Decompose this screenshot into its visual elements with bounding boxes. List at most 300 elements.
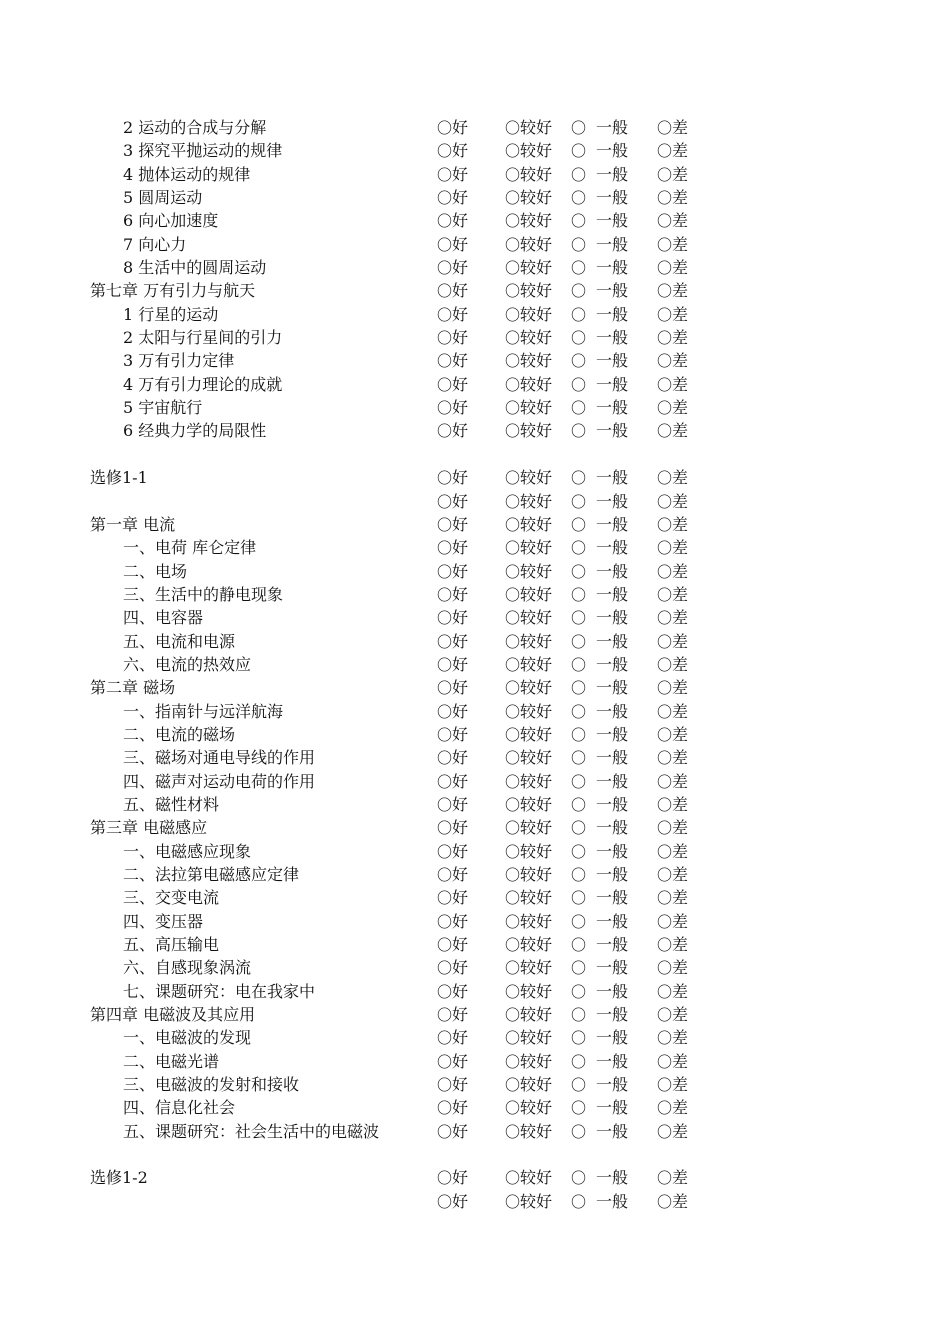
option-average[interactable]: [571, 1096, 628, 1120]
option-fair[interactable]: [505, 279, 552, 303]
option-fair[interactable]: [505, 840, 552, 864]
option-fair[interactable]: [505, 770, 552, 794]
radio-circle-icon[interactable]: 〇: [437, 889, 453, 908]
option-poor[interactable]: [657, 1050, 688, 1074]
radio-circle-icon[interactable]: 〇: [437, 819, 453, 838]
option-good[interactable]: [437, 816, 468, 840]
option-good[interactable]: [437, 1120, 468, 1144]
option-average[interactable]: [571, 1073, 628, 1097]
option-good[interactable]: [437, 513, 468, 537]
option-poor[interactable]: [657, 513, 688, 537]
radio-circle-icon[interactable]: 〇: [571, 655, 587, 674]
radio-circle-icon[interactable]: 〇: [657, 189, 673, 208]
radio-circle-icon[interactable]: 〇: [505, 189, 521, 208]
radio-circle-icon[interactable]: 〇: [571, 632, 587, 651]
radio-circle-icon[interactable]: 〇: [657, 585, 673, 604]
radio-circle-icon[interactable]: 〇: [437, 585, 453, 604]
radio-circle-icon[interactable]: 〇: [571, 702, 587, 721]
radio-circle-icon[interactable]: 〇: [437, 492, 453, 511]
option-poor[interactable]: [657, 490, 688, 514]
option-average[interactable]: [571, 746, 628, 770]
radio-circle-icon[interactable]: 〇: [571, 119, 587, 137]
radio-circle-icon[interactable]: 〇: [571, 1169, 587, 1188]
option-poor[interactable]: [657, 116, 688, 140]
option-average[interactable]: [571, 886, 628, 910]
radio-circle-icon[interactable]: 〇: [657, 539, 673, 558]
option-fair[interactable]: [505, 723, 552, 747]
radio-circle-icon[interactable]: 〇: [657, 982, 673, 1001]
radio-circle-icon[interactable]: 〇: [571, 189, 587, 208]
option-fair[interactable]: [505, 186, 552, 210]
option-fair[interactable]: [505, 933, 552, 957]
option-poor[interactable]: [657, 980, 688, 1004]
option-average[interactable]: [571, 466, 628, 490]
option-good[interactable]: [437, 676, 468, 700]
radio-circle-icon[interactable]: 〇: [437, 329, 453, 348]
option-good[interactable]: [437, 279, 468, 303]
radio-circle-icon[interactable]: 〇: [505, 282, 521, 301]
option-fair[interactable]: [505, 676, 552, 700]
option-fair[interactable]: [505, 1026, 552, 1050]
radio-circle-icon[interactable]: 〇: [657, 819, 673, 838]
option-fair[interactable]: [505, 1050, 552, 1074]
radio-circle-icon[interactable]: 〇: [437, 282, 453, 301]
radio-circle-icon[interactable]: 〇: [505, 795, 521, 814]
radio-circle-icon[interactable]: 〇: [571, 912, 587, 931]
radio-circle-icon[interactable]: 〇: [437, 772, 453, 791]
radio-circle-icon[interactable]: 〇: [571, 795, 587, 814]
radio-circle-icon[interactable]: 〇: [657, 795, 673, 814]
option-fair[interactable]: [505, 653, 552, 677]
option-average[interactable]: [571, 186, 628, 210]
option-average[interactable]: [571, 279, 628, 303]
radio-circle-icon[interactable]: 〇: [571, 982, 587, 1001]
radio-circle-icon[interactable]: 〇: [571, 1076, 587, 1095]
option-poor[interactable]: [657, 396, 688, 420]
radio-circle-icon[interactable]: 〇: [571, 399, 587, 418]
option-poor[interactable]: [657, 886, 688, 910]
option-average[interactable]: [571, 630, 628, 654]
option-average[interactable]: [571, 513, 628, 537]
radio-circle-icon[interactable]: 〇: [505, 1029, 521, 1048]
option-average[interactable]: [571, 793, 628, 817]
radio-circle-icon[interactable]: 〇: [437, 422, 453, 441]
radio-circle-icon[interactable]: 〇: [505, 165, 521, 184]
radio-circle-icon[interactable]: 〇: [571, 1006, 587, 1025]
radio-circle-icon[interactable]: 〇: [505, 912, 521, 931]
radio-circle-icon[interactable]: 〇: [505, 119, 521, 137]
radio-circle-icon[interactable]: 〇: [571, 469, 587, 488]
option-good[interactable]: [437, 1166, 468, 1190]
radio-circle-icon[interactable]: 〇: [657, 399, 673, 418]
radio-circle-icon[interactable]: 〇: [657, 1122, 673, 1141]
radio-circle-icon[interactable]: 〇: [571, 305, 587, 324]
option-average[interactable]: [571, 676, 628, 700]
radio-circle-icon[interactable]: 〇: [437, 119, 453, 137]
radio-circle-icon[interactable]: 〇: [505, 725, 521, 744]
option-fair[interactable]: [505, 349, 552, 373]
radio-circle-icon[interactable]: 〇: [437, 352, 453, 371]
radio-circle-icon[interactable]: 〇: [657, 165, 673, 184]
option-average[interactable]: [571, 233, 628, 257]
radio-circle-icon[interactable]: 〇: [571, 679, 587, 698]
radio-circle-icon[interactable]: 〇: [657, 1029, 673, 1048]
radio-circle-icon[interactable]: 〇: [505, 375, 521, 394]
option-fair[interactable]: [505, 1190, 552, 1214]
radio-circle-icon[interactable]: 〇: [505, 585, 521, 604]
option-poor[interactable]: [657, 139, 688, 163]
option-poor[interactable]: [657, 1073, 688, 1097]
radio-circle-icon[interactable]: 〇: [657, 562, 673, 581]
option-poor[interactable]: [657, 723, 688, 747]
radio-circle-icon[interactable]: 〇: [505, 399, 521, 418]
option-poor[interactable]: [657, 1190, 688, 1214]
radio-circle-icon[interactable]: 〇: [437, 866, 453, 884]
option-poor[interactable]: [657, 163, 688, 187]
radio-circle-icon[interactable]: 〇: [657, 375, 673, 394]
option-fair[interactable]: [505, 863, 552, 887]
radio-circle-icon[interactable]: 〇: [437, 165, 453, 184]
option-average[interactable]: [571, 560, 628, 584]
radio-circle-icon[interactable]: 〇: [505, 212, 521, 231]
radio-circle-icon[interactable]: 〇: [437, 1076, 453, 1095]
radio-circle-icon[interactable]: 〇: [657, 866, 673, 884]
radio-circle-icon[interactable]: 〇: [657, 282, 673, 301]
option-poor[interactable]: [657, 1166, 688, 1190]
option-poor[interactable]: [657, 1003, 688, 1027]
option-average[interactable]: [571, 816, 628, 840]
option-fair[interactable]: [505, 419, 552, 443]
radio-circle-icon[interactable]: 〇: [657, 352, 673, 371]
option-good[interactable]: [437, 910, 468, 934]
option-fair[interactable]: [505, 466, 552, 490]
option-poor[interactable]: [657, 630, 688, 654]
option-average[interactable]: [571, 933, 628, 957]
radio-circle-icon[interactable]: 〇: [657, 842, 673, 861]
radio-circle-icon[interactable]: 〇: [505, 1099, 521, 1118]
radio-circle-icon[interactable]: 〇: [437, 469, 453, 488]
radio-circle-icon[interactable]: 〇: [505, 329, 521, 348]
radio-circle-icon[interactable]: 〇: [505, 1006, 521, 1025]
radio-circle-icon[interactable]: 〇: [437, 1029, 453, 1048]
radio-circle-icon[interactable]: 〇: [437, 702, 453, 721]
radio-circle-icon[interactable]: 〇: [571, 539, 587, 558]
radio-circle-icon[interactable]: 〇: [505, 492, 521, 511]
option-average[interactable]: [571, 1026, 628, 1050]
radio-circle-icon[interactable]: 〇: [571, 1052, 587, 1071]
radio-circle-icon[interactable]: 〇: [657, 702, 673, 721]
option-poor[interactable]: [657, 700, 688, 724]
radio-circle-icon[interactable]: 〇: [657, 329, 673, 348]
option-good[interactable]: [437, 956, 468, 980]
option-fair[interactable]: [505, 1096, 552, 1120]
radio-circle-icon[interactable]: 〇: [657, 119, 673, 137]
option-good[interactable]: [437, 770, 468, 794]
option-good[interactable]: [437, 1050, 468, 1074]
option-fair[interactable]: [505, 256, 552, 280]
option-good[interactable]: [437, 373, 468, 397]
radio-circle-icon[interactable]: 〇: [571, 936, 587, 955]
radio-circle-icon[interactable]: 〇: [657, 1052, 673, 1071]
option-poor[interactable]: [657, 466, 688, 490]
option-poor[interactable]: [657, 840, 688, 864]
option-poor[interactable]: [657, 1120, 688, 1144]
radio-circle-icon[interactable]: 〇: [571, 235, 587, 254]
option-good[interactable]: [437, 1190, 468, 1214]
option-fair[interactable]: [505, 373, 552, 397]
radio-circle-icon[interactable]: 〇: [571, 772, 587, 791]
option-good[interactable]: [437, 419, 468, 443]
radio-circle-icon[interactable]: 〇: [657, 422, 673, 441]
option-poor[interactable]: [657, 560, 688, 584]
option-fair[interactable]: [505, 1003, 552, 1027]
radio-circle-icon[interactable]: 〇: [571, 422, 587, 441]
option-average[interactable]: [571, 1190, 628, 1214]
radio-circle-icon[interactable]: 〇: [437, 1052, 453, 1071]
option-fair[interactable]: [505, 980, 552, 1004]
radio-circle-icon[interactable]: 〇: [657, 1006, 673, 1025]
option-poor[interactable]: [657, 373, 688, 397]
option-average[interactable]: [571, 256, 628, 280]
option-average[interactable]: [571, 536, 628, 560]
option-good[interactable]: [437, 840, 468, 864]
option-poor[interactable]: [657, 653, 688, 677]
option-poor[interactable]: [657, 303, 688, 327]
option-average[interactable]: [571, 1003, 628, 1027]
option-poor[interactable]: [657, 793, 688, 817]
radio-circle-icon[interactable]: 〇: [505, 562, 521, 581]
radio-circle-icon[interactable]: 〇: [437, 399, 453, 418]
radio-circle-icon[interactable]: 〇: [437, 515, 453, 534]
radio-circle-icon[interactable]: 〇: [505, 702, 521, 721]
option-average[interactable]: [571, 653, 628, 677]
option-good[interactable]: [437, 536, 468, 560]
radio-circle-icon[interactable]: 〇: [657, 1192, 673, 1211]
radio-circle-icon[interactable]: 〇: [505, 819, 521, 838]
radio-circle-icon[interactable]: 〇: [571, 329, 587, 348]
option-poor[interactable]: [657, 956, 688, 980]
radio-circle-icon[interactable]: 〇: [437, 1099, 453, 1118]
radio-circle-icon[interactable]: 〇: [571, 212, 587, 231]
radio-circle-icon[interactable]: 〇: [505, 1192, 521, 1211]
option-poor[interactable]: [657, 209, 688, 233]
radio-circle-icon[interactable]: 〇: [505, 679, 521, 698]
radio-circle-icon[interactable]: 〇: [657, 212, 673, 231]
option-good[interactable]: [437, 933, 468, 957]
option-poor[interactable]: [657, 326, 688, 350]
option-average[interactable]: [571, 840, 628, 864]
radio-circle-icon[interactable]: 〇: [437, 1192, 453, 1211]
radio-circle-icon[interactable]: 〇: [505, 866, 521, 884]
option-good[interactable]: [437, 630, 468, 654]
option-fair[interactable]: [505, 910, 552, 934]
option-good[interactable]: [437, 233, 468, 257]
option-poor[interactable]: [657, 583, 688, 607]
radio-circle-icon[interactable]: 〇: [505, 515, 521, 534]
option-average[interactable]: [571, 326, 628, 350]
radio-circle-icon[interactable]: 〇: [571, 749, 587, 768]
radio-circle-icon[interactable]: 〇: [505, 1169, 521, 1188]
option-fair[interactable]: [505, 139, 552, 163]
option-good[interactable]: [437, 116, 468, 140]
radio-circle-icon[interactable]: 〇: [505, 1052, 521, 1071]
option-poor[interactable]: [657, 186, 688, 210]
radio-circle-icon[interactable]: 〇: [505, 305, 521, 324]
radio-circle-icon[interactable]: 〇: [437, 982, 453, 1001]
option-average[interactable]: [571, 606, 628, 630]
option-fair[interactable]: [505, 746, 552, 770]
radio-circle-icon[interactable]: 〇: [437, 235, 453, 254]
radio-circle-icon[interactable]: 〇: [571, 1029, 587, 1048]
option-fair[interactable]: [505, 536, 552, 560]
option-poor[interactable]: [657, 606, 688, 630]
radio-circle-icon[interactable]: 〇: [571, 725, 587, 744]
radio-circle-icon[interactable]: 〇: [571, 842, 587, 861]
radio-circle-icon[interactable]: 〇: [657, 725, 673, 744]
radio-circle-icon[interactable]: 〇: [505, 259, 521, 278]
option-fair[interactable]: [505, 886, 552, 910]
option-good[interactable]: [437, 700, 468, 724]
radio-circle-icon[interactable]: 〇: [505, 842, 521, 861]
radio-circle-icon[interactable]: 〇: [657, 142, 673, 161]
radio-circle-icon[interactable]: 〇: [657, 959, 673, 978]
option-good[interactable]: [437, 466, 468, 490]
option-average[interactable]: [571, 980, 628, 1004]
radio-circle-icon[interactable]: 〇: [657, 1169, 673, 1188]
radio-circle-icon[interactable]: 〇: [437, 679, 453, 698]
radio-circle-icon[interactable]: 〇: [505, 632, 521, 651]
radio-circle-icon[interactable]: 〇: [437, 539, 453, 558]
option-fair[interactable]: [505, 956, 552, 980]
option-poor[interactable]: [657, 233, 688, 257]
radio-circle-icon[interactable]: 〇: [571, 959, 587, 978]
option-fair[interactable]: [505, 700, 552, 724]
option-average[interactable]: [571, 349, 628, 373]
radio-circle-icon[interactable]: 〇: [571, 492, 587, 511]
radio-circle-icon[interactable]: 〇: [437, 1006, 453, 1025]
radio-circle-icon[interactable]: 〇: [571, 259, 587, 278]
radio-circle-icon[interactable]: 〇: [437, 655, 453, 674]
option-poor[interactable]: [657, 1026, 688, 1050]
option-average[interactable]: [571, 863, 628, 887]
radio-circle-icon[interactable]: 〇: [505, 889, 521, 908]
option-fair[interactable]: [505, 1073, 552, 1097]
option-average[interactable]: [571, 116, 628, 140]
option-good[interactable]: [437, 396, 468, 420]
option-good[interactable]: [437, 980, 468, 1004]
radio-circle-icon[interactable]: 〇: [505, 422, 521, 441]
radio-circle-icon[interactable]: 〇: [571, 165, 587, 184]
radio-circle-icon[interactable]: 〇: [505, 749, 521, 768]
option-average[interactable]: [571, 723, 628, 747]
option-fair[interactable]: [505, 793, 552, 817]
option-fair[interactable]: [505, 303, 552, 327]
radio-circle-icon[interactable]: 〇: [437, 259, 453, 278]
radio-circle-icon[interactable]: 〇: [505, 982, 521, 1001]
radio-circle-icon[interactable]: 〇: [657, 912, 673, 931]
option-good[interactable]: [437, 349, 468, 373]
radio-circle-icon[interactable]: 〇: [437, 609, 453, 628]
radio-circle-icon[interactable]: 〇: [505, 539, 521, 558]
radio-circle-icon[interactable]: 〇: [437, 375, 453, 394]
radio-circle-icon[interactable]: 〇: [437, 212, 453, 231]
option-good[interactable]: [437, 490, 468, 514]
radio-circle-icon[interactable]: 〇: [571, 142, 587, 161]
option-average[interactable]: [571, 209, 628, 233]
option-average[interactable]: [571, 163, 628, 187]
radio-circle-icon[interactable]: 〇: [657, 655, 673, 674]
radio-circle-icon[interactable]: 〇: [437, 1169, 453, 1188]
radio-circle-icon[interactable]: 〇: [437, 795, 453, 814]
option-average[interactable]: [571, 1120, 628, 1144]
option-good[interactable]: [437, 1026, 468, 1050]
option-poor[interactable]: [657, 676, 688, 700]
radio-circle-icon[interactable]: 〇: [571, 282, 587, 301]
radio-circle-icon[interactable]: 〇: [437, 912, 453, 931]
radio-circle-icon[interactable]: 〇: [505, 936, 521, 955]
option-fair[interactable]: [505, 116, 552, 140]
option-good[interactable]: [437, 606, 468, 630]
radio-circle-icon[interactable]: 〇: [657, 749, 673, 768]
radio-circle-icon[interactable]: 〇: [657, 936, 673, 955]
radio-circle-icon[interactable]: 〇: [657, 515, 673, 534]
option-good[interactable]: [437, 863, 468, 887]
option-average[interactable]: [571, 700, 628, 724]
radio-circle-icon[interactable]: 〇: [571, 866, 587, 884]
option-average[interactable]: [571, 770, 628, 794]
radio-circle-icon[interactable]: 〇: [505, 142, 521, 161]
radio-circle-icon[interactable]: 〇: [437, 189, 453, 208]
option-average[interactable]: [571, 373, 628, 397]
option-poor[interactable]: [657, 349, 688, 373]
radio-circle-icon[interactable]: 〇: [657, 469, 673, 488]
option-fair[interactable]: [505, 233, 552, 257]
radio-circle-icon[interactable]: 〇: [571, 889, 587, 908]
radio-circle-icon[interactable]: 〇: [437, 749, 453, 768]
radio-circle-icon[interactable]: 〇: [437, 1122, 453, 1141]
radio-circle-icon[interactable]: 〇: [657, 305, 673, 324]
option-good[interactable]: [437, 303, 468, 327]
option-good[interactable]: [437, 653, 468, 677]
option-fair[interactable]: [505, 209, 552, 233]
option-good[interactable]: [437, 163, 468, 187]
option-average[interactable]: [571, 910, 628, 934]
radio-circle-icon[interactable]: 〇: [505, 609, 521, 628]
option-fair[interactable]: [505, 560, 552, 584]
radio-circle-icon[interactable]: 〇: [505, 655, 521, 674]
radio-circle-icon[interactable]: 〇: [437, 936, 453, 955]
option-poor[interactable]: [657, 910, 688, 934]
radio-circle-icon[interactable]: 〇: [505, 1122, 521, 1141]
option-fair[interactable]: [505, 1120, 552, 1144]
option-good[interactable]: [437, 746, 468, 770]
radio-circle-icon[interactable]: 〇: [657, 632, 673, 651]
option-good[interactable]: [437, 326, 468, 350]
option-poor[interactable]: [657, 256, 688, 280]
option-fair[interactable]: [505, 1166, 552, 1190]
option-good[interactable]: [437, 723, 468, 747]
radio-circle-icon[interactable]: 〇: [571, 352, 587, 371]
option-poor[interactable]: [657, 419, 688, 443]
option-average[interactable]: [571, 1050, 628, 1074]
option-average[interactable]: [571, 139, 628, 163]
radio-circle-icon[interactable]: 〇: [571, 585, 587, 604]
option-fair[interactable]: [505, 816, 552, 840]
radio-circle-icon[interactable]: 〇: [657, 235, 673, 254]
option-good[interactable]: [437, 1096, 468, 1120]
radio-circle-icon[interactable]: 〇: [571, 609, 587, 628]
option-good[interactable]: [437, 186, 468, 210]
